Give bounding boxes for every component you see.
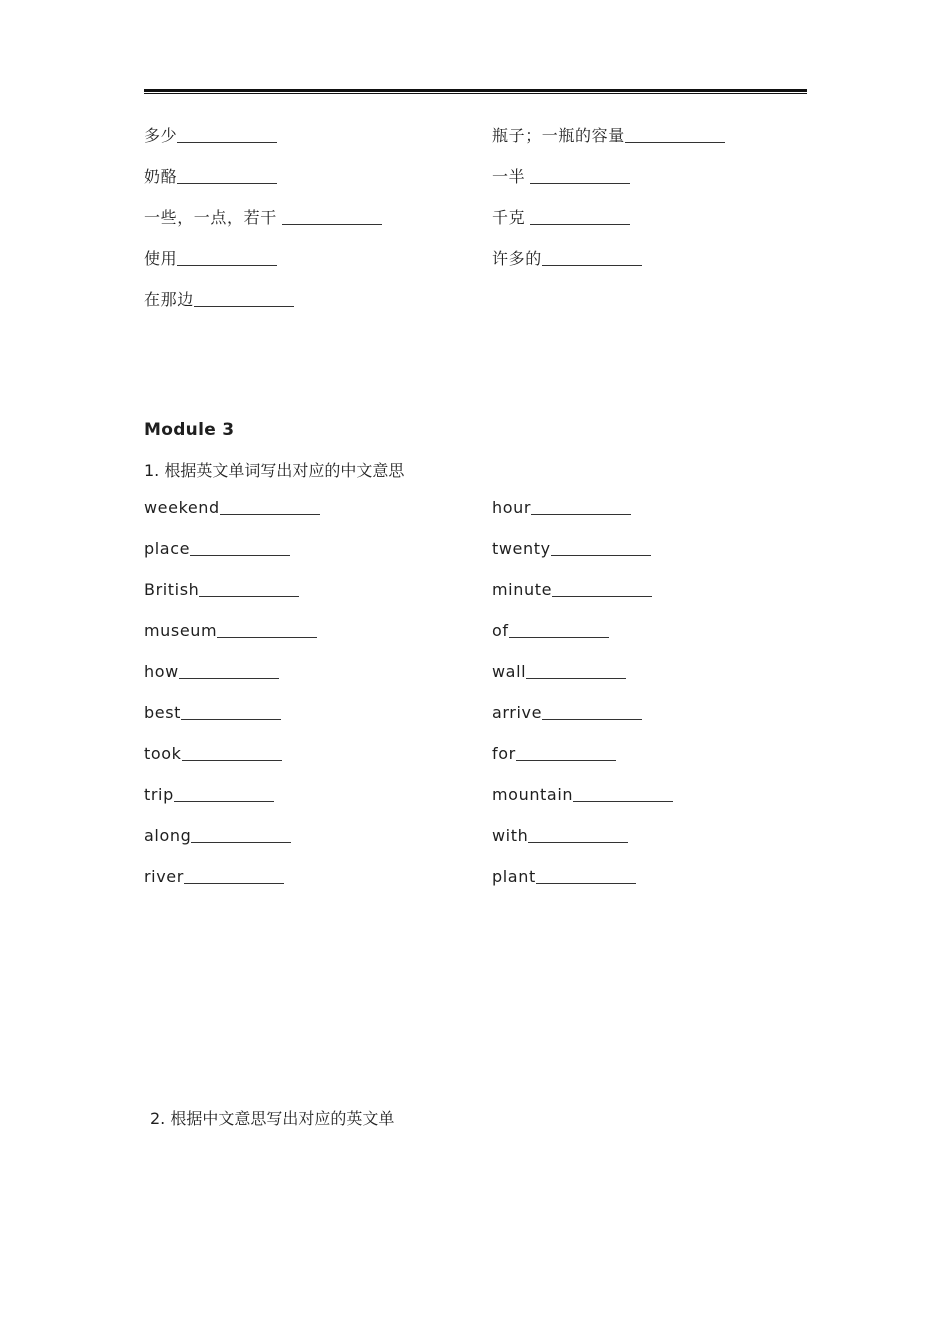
word-item — [492, 662, 626, 682]
vocab-item — [144, 167, 277, 187]
answer-blank[interactable] — [542, 264, 642, 266]
vocab-item — [144, 290, 294, 310]
answer-blank[interactable] — [536, 882, 636, 884]
word-item — [144, 580, 299, 600]
vocab-item — [492, 126, 725, 146]
vocab-label: 千克 — [492, 208, 526, 227]
answer-blank[interactable] — [190, 554, 290, 556]
word-item — [492, 744, 616, 764]
word-label: along — [144, 826, 192, 845]
vocab-item — [144, 126, 277, 146]
answer-blank[interactable] — [509, 636, 609, 638]
answer-blank[interactable] — [530, 223, 630, 225]
answer-blank[interactable] — [551, 554, 651, 556]
word-label: British — [144, 580, 200, 599]
answer-blank[interactable] — [282, 223, 382, 225]
answer-blank[interactable] — [516, 759, 616, 761]
word-item — [492, 580, 652, 600]
word-label: took — [144, 744, 182, 763]
answer-blank[interactable] — [217, 636, 317, 638]
next-exercise-instruction: 2. 根据中文意思写出对应的英文单 — [150, 1109, 395, 1128]
word-label: weekend — [144, 498, 220, 517]
vocab-label: 一半 — [492, 167, 526, 186]
word-item — [144, 744, 282, 764]
vocab-item — [144, 208, 382, 228]
vocab-label: 奶酪 — [144, 167, 178, 186]
word-label: plant — [492, 867, 536, 886]
answer-blank[interactable] — [179, 677, 279, 679]
vocab-label: 许多的 — [492, 249, 542, 268]
vocab-label: 多少 — [144, 126, 178, 145]
vocab-label: 使用 — [144, 249, 178, 268]
answer-blank[interactable] — [174, 800, 274, 802]
page-cutoff — [144, 1105, 544, 1128]
answer-blank[interactable] — [177, 264, 277, 266]
word-item — [144, 703, 281, 723]
word-item — [144, 785, 274, 805]
word-label: twenty — [492, 539, 551, 558]
word-label: river — [144, 867, 184, 886]
header-rule-thick — [144, 89, 807, 92]
word-item — [492, 785, 673, 805]
word-item — [144, 826, 291, 846]
word-label: arrive — [492, 703, 543, 722]
answer-blank[interactable] — [531, 513, 631, 515]
word-item — [492, 539, 651, 559]
answer-blank[interactable] — [542, 718, 642, 720]
word-item — [492, 621, 609, 641]
word-label: hour — [492, 498, 532, 517]
word-label: mountain — [492, 785, 574, 804]
answer-blank[interactable] — [177, 141, 277, 143]
answer-blank[interactable] — [530, 182, 630, 184]
module-heading: Module 3 — [144, 420, 235, 440]
vocab-item — [492, 167, 630, 187]
answer-blank[interactable] — [184, 882, 284, 884]
answer-blank[interactable] — [182, 759, 282, 761]
word-item — [492, 703, 642, 723]
word-label: place — [144, 539, 191, 558]
vocab-label: 一些，一点，若干 — [144, 208, 277, 227]
answer-blank[interactable] — [194, 305, 294, 307]
word-item — [492, 826, 628, 846]
word-label: trip — [144, 785, 174, 804]
header-rule-thin — [144, 93, 807, 94]
answer-blank[interactable] — [177, 182, 277, 184]
vocab-label: 在那边 — [144, 290, 194, 309]
word-item — [144, 662, 279, 682]
answer-blank[interactable] — [625, 141, 725, 143]
vocab-item — [144, 249, 277, 269]
answer-blank[interactable] — [199, 595, 299, 597]
word-item — [144, 621, 317, 641]
answer-blank[interactable] — [552, 595, 652, 597]
answer-blank[interactable] — [526, 677, 626, 679]
word-label: minute — [492, 580, 553, 599]
word-label: best — [144, 703, 182, 722]
answer-blank[interactable] — [181, 718, 281, 720]
vocab-label: 瓶子；一瓶的容量 — [492, 126, 625, 145]
word-label: museum — [144, 621, 218, 640]
word-item — [492, 867, 636, 887]
vocab-item — [492, 208, 630, 228]
vocab-item — [492, 249, 642, 269]
exercise-instruction: 1. 根据英文单词写出对应的中文意思 — [144, 461, 405, 480]
answer-blank[interactable] — [191, 841, 291, 843]
word-label: wall — [492, 662, 527, 681]
answer-blank[interactable] — [528, 841, 628, 843]
word-label: for — [492, 744, 516, 763]
answer-blank[interactable] — [220, 513, 320, 515]
word-item — [144, 867, 284, 887]
word-label: with — [492, 826, 529, 845]
word-label: how — [144, 662, 179, 681]
word-item — [144, 498, 320, 518]
word-item — [144, 539, 290, 559]
word-label: of — [492, 621, 509, 640]
word-item — [492, 498, 631, 518]
answer-blank[interactable] — [573, 800, 673, 802]
